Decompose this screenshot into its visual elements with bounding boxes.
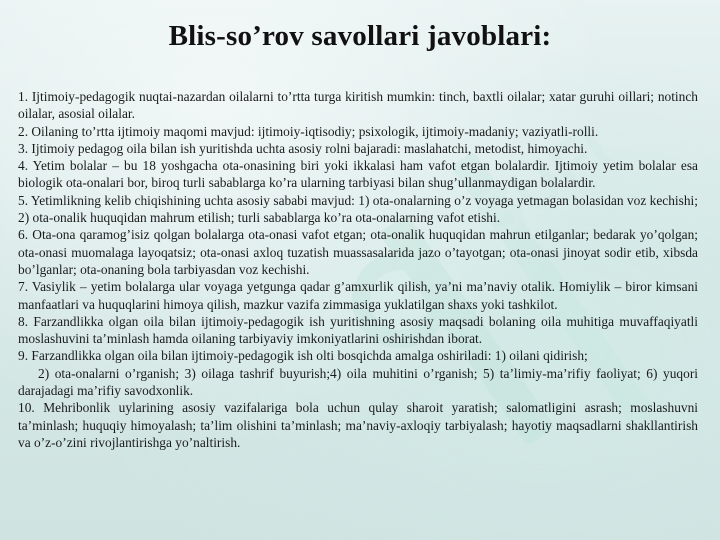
answer-7: 7. Vasiylik – yetim bolalarga ular voyaga yetgunga qadar g’amxurlik qilish, ya’ni ma’naviy otalik. Homiylik – biror kimsani manfaatlari va huquqlarini himoya qilish, mazkur vazifa zimmasiga yuklatilgan shaxs yoki tashkilot. — [18, 279, 698, 312]
answer-9: 9. Farzandlikka olgan oila bilan ijtimoiy-pedagogik ish olti bosqichda amalga oshiriladi: 1) oilani qidirish; — [18, 348, 588, 364]
answer-10: 10. Mehribonlik uylarining asosiy vazifalariga bola uchun qulay sharoit yaratish; salomatligini asrash; moslashuvni ta’minlash; huquqiy himoyalash; ta’lim olishini ta’minlash; ma’naviy-axloqiy tarbiyalash; hayotiy maqsadlarni shakllantirish va o’z-o’zini rivojlantirishga yo’naltirish. — [18, 400, 698, 450]
answer-5: 5. Yetimlikning kelib chiqishining uchta asosiy sababi mavjud: 1) ota-onalarning o’z voyaga yetmagan bolasidan voz kechishi; 2) ota-onalik huquqidan mahrum etilish; turli sabablarga ko’ra ota-onalarning vafot etishi. — [18, 192, 698, 226]
answer-3: 3. Ijtimoiy pedagog oila bilan ish yuritishda uchta asosiy rolni bajaradi: maslahatchi, metodist, himoyachi. — [18, 140, 588, 156]
answers-body — [18, 88, 698, 451]
slide-title: Blis-so’rov savollari javoblari: — [168, 20, 552, 52]
answer-9-continued: 2) ota-onalarni o’rganish; 3) oilaga tashrif buyurish;4) oila muhitini o’rganish; 5) ta’limiy-ma’rifiy faoliyat; 6) yuqori darajadagi ma’rifiy savodxonlik. — [18, 365, 698, 399]
answer-1: 1. Ijtimoiy-pedagogik nuqtai-nazardan oilalarni to’rtta turga kiritish mumkin: tinch, baxtli oilalar; xatar guruhi oillari; notinch oilalar, asosial oilalar. — [18, 89, 698, 122]
answer-2: 2. Oilaning to’rtta ijtimoiy maqomi mavjud: ijtimoiy-iqtisodiy; psixologik, ijtimoiy-madaniy; vaziyatli-rolli. — [18, 123, 599, 139]
answer-6: 6. Ota-ona qaramog’isiz qolgan bolalarga ota-onasi vafot etgan; ota-onalik huquqidan mahrun etilganlar; bedarak yo’qolgan; ota-onasi muomalaga layoqatsiz; ota-onasi axloq tuzatish muassasalarida jazo o’tayotgan; ota-onasi jinoyat sodir etib, xibsda bo’lganlar; ota-onaning bola tarbiyasdan voz kechishi. — [18, 227, 698, 277]
answer-4: 4. Yetim bolalar – bu 18 yoshgacha ota-onasining biri yoki ikkalasi ham vafot etgan bolalardir. Ijtimoiy yetim bolalar esa biologik ota-onalari bor, biroq turli sabablarga ko’ra ularning tarbiyasi bilan shug’ullanmaydigan bolalardir. — [18, 158, 698, 191]
watermark-text: SUFI — [462, 110, 623, 254]
answer-8: 8. Farzandlikka olgan oila bilan ijtimoiy-pedagogik ish yuritishning asosiy maqsadi bolaning oila muhitiga muvaffaqiyatli moslashuvini ta’minlash hamda oilaning tarbiyaviy imkoniyatlarini oshirishdan iborat. — [18, 313, 698, 347]
